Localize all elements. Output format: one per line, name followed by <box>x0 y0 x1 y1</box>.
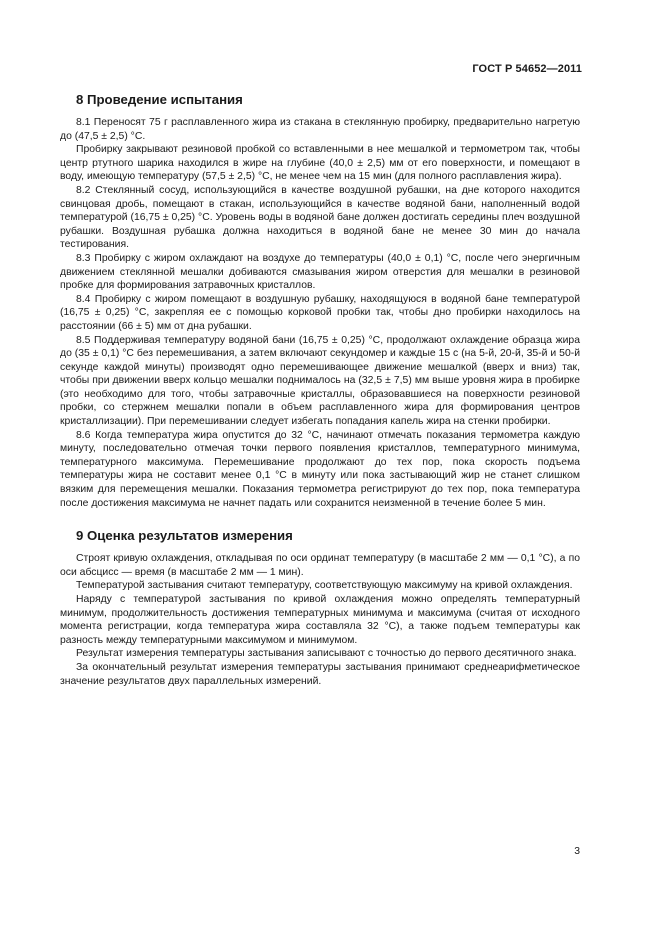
section-9-title: 9 Оценка результатов измерения <box>76 528 293 544</box>
paragraph-8-2: 8.2 Стеклянный сосуд, использующийся в качестве воздушной рубашки, на дне которого находится свинцовая дробь, помещают в стакан, использующийся в качестве водяной бани, наполненный водой температурой (16,75 ± 0,25) °С. Уровень воды в водяной бане должен достигать середины плеч воздушной рубашки. Воздушная рубашка должна находиться в водяной бане не менее 30 мин до начала тестирования. <box>60 184 580 251</box>
paragraph-9-4: Результат измерения температуры застывания записывают с точностью до первого десятичного знака. <box>76 648 577 660</box>
paragraph-8-3: 8.3 Пробирку с жиром охлаждают на воздухе до температуры (40,0 ± 0,1) °С, после чего энергичным движением стеклянной мешалки добиваются смазывания жиром отверстия для мешалки в резиновой пробке для формирования затравочных кристаллов. <box>60 252 580 292</box>
paragraph-9-2: Температурой застывания считают температуру, соответствующую максимуму на кривой охлаждения. <box>76 580 573 592</box>
paragraph-9-3: Наряду с температурой застывания по кривой охлаждения можно определять температурный минимум, продолжительность достижения температурных минимума и максимума (считая от исходного момента регистрации, когда температура жира составляла 32 °С), а также подъем температуры как разность между температурными максимумом и минимумом. <box>60 594 580 646</box>
paragraph-9-1: Строят кривую охлаждения, откладывая по оси ординат температуру (в масштабе 2 мм — 0,1 °С), а по оси абсцисс — время (в масштабе 2 мм — 1 мин). <box>60 553 580 578</box>
section-9 <box>60 528 580 688</box>
page-number: 3 <box>574 846 580 857</box>
section-8 <box>60 92 580 510</box>
paragraph-8-1-cont: Пробирку закрывают резиновой пробкой со вставленными в нее мешалкой и термометром так, чтобы центр ртутного шарика находился в жире на глубине (40,0 ± 2,5) мм от его поверхности, и помещают в воду, имеющую температуру (57,5 ± 2,5) °С, не менее чем на 15 мин (для полного расплавления жира). <box>60 144 580 183</box>
standard-id-header: ГОСТ Р 54652—2011 <box>472 63 582 75</box>
paragraph-9-5: За окончательный результат измерения температуры застывания принимают среднеарифметическое значение результатов двух параллельных измерений. <box>60 661 580 687</box>
document-body <box>60 92 580 688</box>
paragraph-8-6: 8.6 Когда температура жира опустится до 32 °С, начинают отмечать показания термометра каждую минуту, последовательно отмечая точки первого появления кристаллов, температурного минимума, температурного максимума. Перемешивание продолжают до тех пор, пока скорость подъема температуры жира не составит менее 0,1 °С в минуту или пока застывающий жир не станет слишком вязким для перемещения мешалки. Показания термометра регистрируют до тех пор, пока температура после достижения максимума не начнет падать или сохранится неизменной в течение более 5 мин. <box>60 429 580 509</box>
section-8-title: 8 Проведение испытания <box>76 92 243 107</box>
paragraph-8-4: 8.4 Пробирку с жиром помещают в воздушную рубашку, находящуюся в водяной бане температурой (16,75 ± 0,25) °С, закрепляя ее с помощью корковой пробки так, чтобы дно пробирки находилось на расстоянии (66 ± 5) мм от дна рубашки. <box>60 293 580 332</box>
paragraph-8-1: 8.1 Переносят 75 г расплавленного жира из стакана в стеклянную пробирку, предварительно нагретую до (47,5 ± 2,5) °С. <box>60 117 580 142</box>
paragraph-8-5: 8.5 Поддерживая температуру водяной бани (16,75 ± 0,25) °С, продолжают охлаждение образца жира до (35 ± 0,1) °С без перемешивания, а затем включают секундомер и каждые 15 с (на 5-й, 20-й, 35-й и 50-й секунде каждой минуты) производят одно перемешивающее движение мешалкой (вверх и вниз) так, чтобы при движении вверх кольцо мешалки поднималось на (32,5 ± 7,5) мм выше уровня жира в пробирке (это необходимо для того, чтобы затравочные кристаллы, образовавшиеся на поверхности резиновой пробки, со стержнем мешалки попали в объем расплавленного жира для формирования центров кристаллизации). При перемешивании следует избегать попадания капель жира на стенки пробирки. <box>60 334 580 428</box>
